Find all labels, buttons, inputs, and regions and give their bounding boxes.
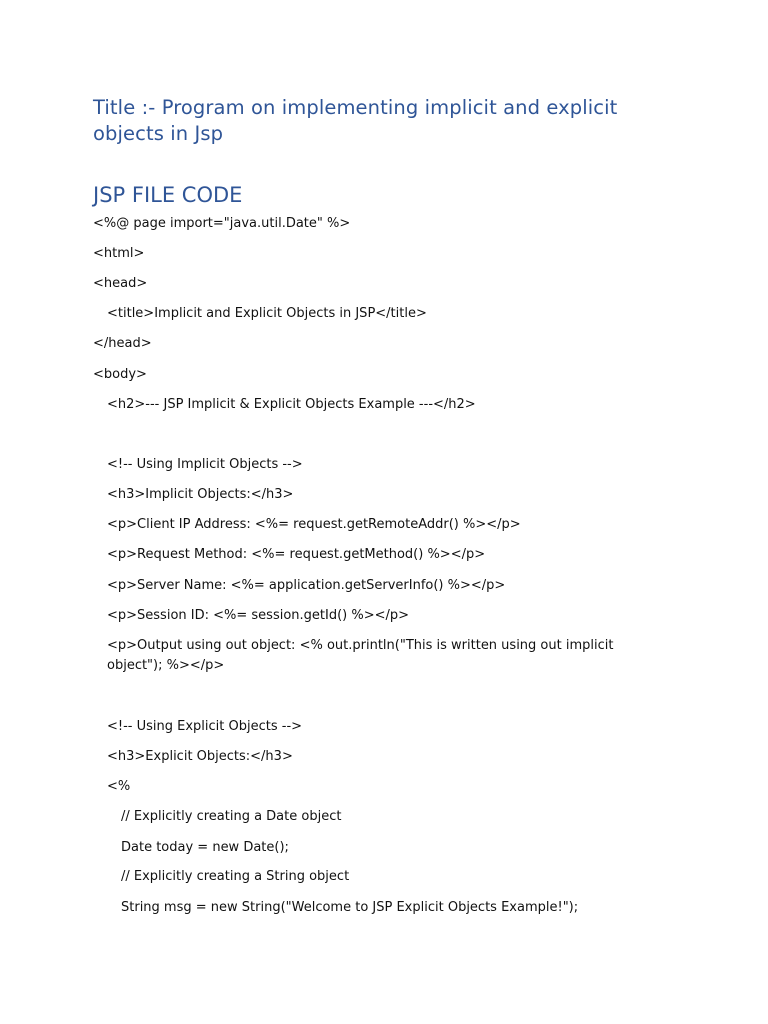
code-line: <h3>Explicit Objects:</h3> — [107, 749, 293, 764]
code-line: <% — [107, 779, 131, 794]
code-line: <%@ page import="java.util.Date" %> — [93, 216, 351, 231]
code-line: <p>Request Method: <%= request.getMethod() %></p> — [107, 547, 486, 562]
code-line: <!-- Using Implicit Objects --> — [107, 457, 303, 472]
code-line: <title>Implicit and Explicit Objects in JSP</title> — [107, 306, 427, 321]
code-line: <body> — [93, 367, 147, 382]
code-line: <!-- Using Explicit Objects --> — [107, 719, 303, 734]
code-line: <h3>Implicit Objects:</h3> — [107, 487, 294, 502]
code-line: </head> — [93, 336, 152, 351]
section-heading-jsp-file-code: JSP FILE CODE — [93, 183, 243, 207]
code-line: <p>Client IP Address: <%= request.getRemoteAddr() %></p> — [107, 517, 521, 532]
code-line: // Explicitly creating a Date object — [121, 809, 342, 824]
code-line: <p>Session ID: <%= session.getId() %></p> — [107, 608, 410, 623]
document-title: Title :- Program on implementing implicit and explicit objects in Jsp — [93, 96, 618, 145]
code-line: <p>Output using out object: <% out.println("This is written using out implicit object"); %></p> — [107, 638, 618, 673]
code-line: <head> — [93, 276, 148, 291]
code-line: // Explicitly creating a String object — [121, 869, 350, 884]
code-line: <h2>--- JSP Implicit & Explicit Objects Example ---</h2> — [107, 397, 476, 412]
code-line: <p>Server Name: <%= application.getServerInfo() %></p> — [107, 578, 506, 593]
code-line: <html> — [93, 246, 145, 261]
code-line: Date today = new Date(); — [121, 840, 289, 855]
code-line: String msg = new String("Welcome to JSP Explicit Objects Example!"); — [121, 900, 579, 915]
